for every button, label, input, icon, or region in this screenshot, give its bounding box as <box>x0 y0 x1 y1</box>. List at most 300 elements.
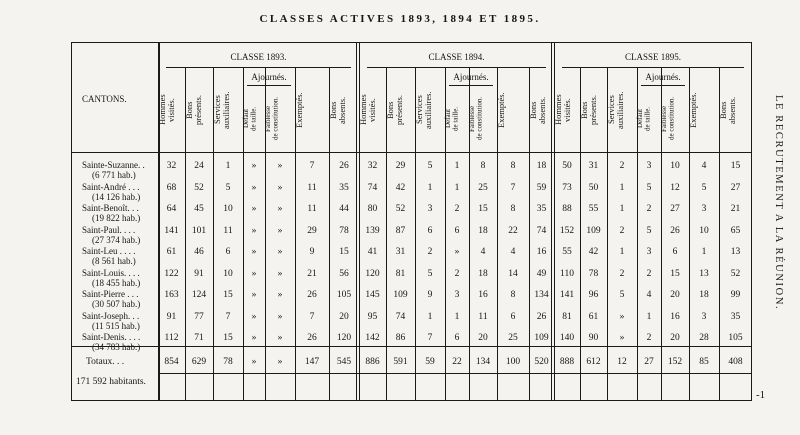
table-cell: 11 <box>478 311 488 322</box>
table-cell: 7 <box>510 182 516 193</box>
table-cell: 25 <box>478 182 488 193</box>
side-running-title: LE RECRUTEMENT A LA RÉUNION. <box>773 95 784 311</box>
table-cell: 59 <box>536 182 547 193</box>
column-header-line: de taille. <box>249 106 258 131</box>
table-cell: 16 <box>670 311 680 322</box>
table-cell: 105 <box>728 333 743 343</box>
table-cell: 78 <box>339 225 349 236</box>
table-cell: 7 <box>309 311 315 322</box>
table-cell: 5 <box>427 268 433 279</box>
column-header-line: visités. <box>562 98 572 122</box>
table-cell: 888 <box>559 357 575 367</box>
table-cell: » <box>251 247 257 257</box>
table-cell: 85 <box>699 357 709 367</box>
table-cell: 152 <box>667 357 683 367</box>
column-header-line: présents. <box>193 95 203 125</box>
table-cell: » <box>277 161 283 171</box>
table-cell: 612 <box>586 357 601 367</box>
table-cell: 26 <box>307 333 317 343</box>
table-cell: 1 <box>427 311 433 322</box>
column-header-line: Faiblesse <box>660 105 668 132</box>
table-cell: 4 <box>701 161 707 171</box>
table-cell: 15 <box>478 204 488 214</box>
table-cell: 7 <box>309 161 315 171</box>
column-header-line: Bons <box>718 101 728 119</box>
canton-population: (18 455 hab.) <box>92 277 141 288</box>
table-cell: 629 <box>191 357 207 367</box>
class-group-label: CLASSE 1894. <box>428 52 485 62</box>
table-cell: 28 <box>699 333 709 343</box>
column-header-defaut <box>637 89 661 148</box>
table-cell: 12 <box>670 182 680 193</box>
table-cell: 81 <box>395 268 406 279</box>
table-cell: 120 <box>365 268 380 279</box>
column-header-bons <box>185 72 213 148</box>
table-cell: 29 <box>307 225 317 236</box>
table-cell: 408 <box>728 357 743 367</box>
table-cell: 80 <box>367 204 378 214</box>
table-cell: 140 <box>559 333 575 343</box>
canton-name: Sainte-Suzanne. . <box>82 160 145 170</box>
table-cell: 4 <box>510 247 516 257</box>
ajournes-brace <box>247 85 291 86</box>
table-cell: 122 <box>164 268 179 279</box>
canton-name: Saint-Paul. . . . <box>82 224 136 235</box>
table-cell: 11 <box>307 204 317 214</box>
table-cell: » <box>251 182 257 193</box>
table-cell: 13 <box>699 268 709 279</box>
column-header-line: absents. <box>537 96 547 124</box>
column-header-defaut <box>445 89 469 148</box>
column-header-faiblesse <box>265 89 295 148</box>
table-cell: » <box>251 225 257 236</box>
table-cell: 90 <box>588 333 599 343</box>
column-header-line: Hommes <box>358 94 368 126</box>
table-cell: 10 <box>699 225 709 236</box>
table-cell: 5 <box>701 182 707 193</box>
table-cell: 145 <box>365 290 380 300</box>
table-cell: » <box>619 311 625 322</box>
table-cell: 120 <box>336 333 352 343</box>
column-header-line: Hommes <box>553 94 563 126</box>
table-cell: 52 <box>730 268 741 279</box>
table-cell: 134 <box>475 357 491 367</box>
table-cell: 49 <box>536 268 547 279</box>
column-header-line: Bons <box>579 101 589 119</box>
class-group-brace <box>166 67 351 68</box>
table-cell: 91 <box>166 311 177 322</box>
canton-population: (6 771 hab.) <box>92 170 136 180</box>
table-cell: 78 <box>223 357 233 367</box>
column-header-line: Faiblesse <box>264 105 272 132</box>
table-cell: » <box>277 225 283 236</box>
table-cell: 41 <box>367 247 378 257</box>
table-cell: 13 <box>730 247 741 257</box>
column-header-faiblesse <box>469 89 497 148</box>
column-header-bons <box>580 72 607 148</box>
table-cell: » <box>454 247 460 257</box>
table-cell: 5 <box>427 161 433 171</box>
table-cell: 55 <box>562 247 572 257</box>
table-cell: 10 <box>670 161 680 171</box>
table-cell: 26 <box>307 290 317 300</box>
table-cell: 65 <box>730 225 741 236</box>
table-cell: 1 <box>619 204 625 214</box>
table-cell: 27 <box>730 182 741 193</box>
class-group-label: CLASSE 1893. <box>230 52 287 62</box>
column-header-line: de taille. <box>643 106 652 131</box>
table-cell: 61 <box>166 247 177 257</box>
table-cell: 68 <box>166 182 177 193</box>
table-cell: 5 <box>646 225 652 236</box>
table-cell: 21 <box>730 204 741 214</box>
table-cell: 52 <box>194 182 204 193</box>
class-group-label: CLASSE 1895. <box>624 52 681 62</box>
table-cell: 18 <box>536 161 547 171</box>
table-cell: 32 <box>367 161 378 171</box>
column-header-exemptes <box>689 72 719 148</box>
table-cell: 31 <box>395 247 406 257</box>
column-header-line: Bons <box>184 101 194 119</box>
table-cell: 11 <box>307 182 317 193</box>
canton-population: (34 783 hab.) <box>92 342 141 352</box>
table-cell: 96 <box>588 290 599 300</box>
table-cell: 5 <box>225 182 231 193</box>
table-cell: 1 <box>454 182 460 193</box>
table-cell: 1 <box>454 161 460 171</box>
table-cell: 1 <box>646 311 652 322</box>
table-cell: 20 <box>670 290 680 300</box>
table-cell: 1 <box>427 182 433 193</box>
column-header-line: présents. <box>394 95 404 125</box>
table-cell: » <box>277 290 283 300</box>
column-header-line: absents. <box>337 96 347 124</box>
canton-population: (8 561 hab.) <box>92 256 136 266</box>
table-cell: 35 <box>536 204 547 214</box>
table-cell: 591 <box>393 357 408 367</box>
table-cell: 2 <box>619 268 625 279</box>
table-cell: 141 <box>164 225 179 236</box>
column-header-services <box>415 72 445 148</box>
table-cell: 20 <box>478 333 488 343</box>
cantons-header: CANTONS. <box>82 94 127 104</box>
table-cell: 55 <box>588 204 599 214</box>
totals-rule-bottom <box>158 373 752 374</box>
ajournes-brace <box>641 85 685 86</box>
table-cell: 124 <box>191 290 207 300</box>
column-header-line: Services <box>414 95 424 125</box>
table-cell: 18 <box>478 268 488 279</box>
table-cell: 95 <box>367 311 378 322</box>
column-header-line: de constitution. <box>475 96 484 141</box>
table-cell: 15 <box>339 247 349 257</box>
column-header-line: Bons <box>328 101 338 119</box>
table-cell: 6 <box>672 247 678 257</box>
canton-name: Saint-Louis. . . . <box>82 267 140 278</box>
canton-population: (14 126 hab.) <box>92 191 141 202</box>
column-header-line: Exemptés. <box>294 92 304 128</box>
table-cell: 99 <box>730 290 741 300</box>
table-cell: 2 <box>619 161 625 171</box>
table-cell: 64 <box>166 204 177 214</box>
table-cell: 35 <box>730 311 741 322</box>
canton-name: Saint-André . . . <box>82 181 140 192</box>
table-cell: » <box>277 333 283 343</box>
table-cell: 2 <box>454 268 460 279</box>
table-cell: 27 <box>644 357 654 367</box>
table-cell: 3 <box>454 290 460 300</box>
table-cell: 8 <box>480 161 486 171</box>
column-header-hommes <box>554 72 580 148</box>
column-header-line: auxiliaires. <box>423 91 433 129</box>
column-header-line: Défaut <box>636 108 644 129</box>
table-cell: » <box>251 357 257 367</box>
table-cell: 112 <box>164 333 179 343</box>
population-total: 171 592 habitants. <box>76 377 146 387</box>
table-cell: 71 <box>194 333 204 343</box>
column-header-faiblesse <box>661 89 689 148</box>
column-header-hommes <box>158 72 185 148</box>
ajournes-brace <box>449 85 493 86</box>
table-cell: 31 <box>588 161 599 171</box>
table-cell: 52 <box>395 204 406 214</box>
column-header-line: Faiblesse <box>468 105 476 132</box>
column-header-line: auxiliaires. <box>615 91 625 129</box>
table-cell: 2 <box>619 225 625 236</box>
table-cell: 147 <box>304 357 320 367</box>
table-cell: 20 <box>670 333 680 343</box>
table-cell: 74 <box>536 225 547 236</box>
table-cell: » <box>277 204 283 214</box>
table-cell: 18 <box>478 225 488 236</box>
table-cell: 1 <box>225 161 231 171</box>
table-cell: 26 <box>339 161 349 171</box>
column-header-line: présents. <box>588 95 598 125</box>
table-cell: 46 <box>194 247 204 257</box>
table-cell: 12 <box>617 357 627 367</box>
table-cell: 20 <box>339 311 349 322</box>
table-cell: 10 <box>223 268 233 279</box>
table-cell: 14 <box>508 268 518 279</box>
table-cell: 3 <box>646 247 652 257</box>
table-cell: 7 <box>225 311 231 322</box>
table-cell: 88 <box>562 204 572 214</box>
canton-name: Saint-Pierre . . . <box>82 289 139 299</box>
totals-label: Totaux. . . <box>86 357 125 367</box>
table-cell: 87 <box>395 225 406 236</box>
table-cell: 15 <box>223 290 233 300</box>
table-cell: » <box>251 311 257 322</box>
table-cell: » <box>277 311 283 322</box>
table-cell: 4 <box>480 247 486 257</box>
table-cell: 35 <box>339 182 349 193</box>
column-header-line: Exemptés. <box>496 92 506 128</box>
table-cell: » <box>251 268 257 279</box>
table-cell: 520 <box>534 357 549 367</box>
column-header-line: Exemptés. <box>688 92 698 128</box>
table-cell: 6 <box>454 225 460 236</box>
class-group-brace <box>367 67 546 68</box>
table-cell: 1 <box>619 247 625 257</box>
totals-rule <box>71 346 752 347</box>
table-cell: 56 <box>339 268 349 279</box>
table-cell: 2 <box>646 204 652 214</box>
column-header-exemptes <box>295 72 329 148</box>
table-cell: 91 <box>194 268 204 279</box>
table-cell: 5 <box>646 182 652 193</box>
table-cell: 8 <box>510 161 516 171</box>
class-group-brace <box>562 67 744 68</box>
table-cell: 10 <box>223 204 233 214</box>
table-cell: » <box>277 182 283 193</box>
table-cell: 110 <box>560 268 574 279</box>
table-cell: 1 <box>454 311 460 322</box>
table-cell: » <box>251 290 257 300</box>
table-cell: 15 <box>223 333 233 343</box>
column-header-hommes <box>359 72 386 148</box>
table-cell: 2 <box>646 333 652 343</box>
table-cell: 21 <box>307 268 317 279</box>
column-header-line: Bons <box>528 101 538 119</box>
table-cell: 50 <box>562 161 572 171</box>
table-cell: 152 <box>559 225 575 236</box>
table-cell: 78 <box>588 268 599 279</box>
table-cell: 109 <box>393 290 408 300</box>
table-cell: 3 <box>701 311 707 322</box>
column-header-services <box>213 72 243 148</box>
table-cell: 3 <box>646 161 652 171</box>
canton-name: Saint-Leu . . . . <box>82 246 136 256</box>
table-cell: 101 <box>191 225 207 236</box>
table-cell: 6 <box>427 225 433 236</box>
table-cell: 134 <box>534 290 549 300</box>
table-cell: 9 <box>309 247 315 257</box>
table-cell: » <box>619 333 625 343</box>
column-header-defaut <box>243 89 265 148</box>
table-cell: » <box>277 247 283 257</box>
table-cell: 886 <box>365 357 380 367</box>
table-cell: 73 <box>562 182 572 193</box>
table-cell: 1 <box>619 182 625 193</box>
table-cell: 11 <box>223 225 233 236</box>
column-header-line: de constitution. <box>271 96 280 141</box>
table-cell: 26 <box>536 311 547 322</box>
column-header-line: Hommes <box>157 94 167 126</box>
ajournes-label: Ajournés. <box>645 72 681 82</box>
table-cell: 4 <box>646 290 652 300</box>
column-header-line: Défaut <box>242 108 250 129</box>
table-cell: 3 <box>701 204 707 214</box>
table-cell: 42 <box>588 247 599 257</box>
column-header-line: de constitution. <box>667 96 676 141</box>
table-cell: 15 <box>730 161 741 171</box>
table-cell: 163 <box>164 290 179 300</box>
table-cell: 6 <box>510 311 516 322</box>
table-cell: 50 <box>588 182 599 193</box>
ajournes-label: Ajournés. <box>453 72 489 82</box>
column-header-line: visités. <box>367 98 377 122</box>
table-cell: 105 <box>336 290 352 300</box>
table-cell: 5 <box>619 290 625 300</box>
table-cell: » <box>251 333 257 343</box>
column-header-line: Services <box>606 95 616 125</box>
table-cell: 16 <box>536 247 547 257</box>
table-cell: 2 <box>454 204 460 214</box>
table-cell: 74 <box>367 182 378 193</box>
table-cell: 6 <box>225 247 231 257</box>
column-header-line: auxiliaires. <box>221 91 231 129</box>
table-cell: 3 <box>427 204 433 214</box>
column-header-line: Services <box>212 95 222 125</box>
table-cell: » <box>251 161 257 171</box>
table-cell: 142 <box>365 333 380 343</box>
column-header-line: Défaut <box>444 108 452 129</box>
column-header-exemptes <box>497 72 529 148</box>
table-cell: 545 <box>336 357 352 367</box>
column-header-absents <box>719 72 752 148</box>
table-cell: » <box>251 204 257 214</box>
table-cell: » <box>277 268 283 279</box>
page-mark: -1 <box>756 389 766 401</box>
table-cell: 81 <box>562 311 572 322</box>
table-cell: 2 <box>646 268 652 279</box>
table-cell: 77 <box>194 311 204 322</box>
table-cell: 18 <box>699 290 709 300</box>
ajournes-label: Ajournés. <box>251 72 287 82</box>
canton-name: Saint-Benoît. . . <box>82 203 139 213</box>
table-cell: 86 <box>395 333 406 343</box>
column-header-line: Bons <box>385 101 395 119</box>
table-cell: 7 <box>427 333 433 343</box>
table-cell: 854 <box>164 357 179 367</box>
table-cell: 24 <box>194 161 204 171</box>
table-cell: 9 <box>427 290 433 300</box>
table-cell: 2 <box>427 247 433 257</box>
page-running-title: CLASSES ACTIVES 1893, 1894 ET 1895. <box>259 13 541 25</box>
table-cell: » <box>277 357 283 367</box>
column-header-absents <box>329 72 359 148</box>
table-cell: 16 <box>478 290 488 300</box>
table-cell: 109 <box>534 333 549 343</box>
table-cell: 45 <box>194 204 204 214</box>
table-cell: 27 <box>670 204 680 214</box>
table-cell: 139 <box>365 225 380 236</box>
table-cell: 26 <box>670 225 680 236</box>
table-cell: 6 <box>454 333 460 343</box>
table-cell: 29 <box>395 161 406 171</box>
canton-population: (27 374 hab.) <box>92 234 141 245</box>
canton-population: (11 515 hab.) <box>92 320 140 331</box>
table-cell: 22 <box>508 225 518 236</box>
table-cell: 109 <box>586 225 601 236</box>
column-header-bons <box>386 72 415 148</box>
column-header-line: visités. <box>166 98 176 122</box>
table-cell: 8 <box>510 290 516 300</box>
canton-population: (19 822 hab.) <box>92 213 141 223</box>
column-header-line: absents. <box>727 96 737 124</box>
table-cell: 22 <box>452 357 462 367</box>
canton-name: Saint-Denis. . . . <box>82 332 141 342</box>
table-cell: 32 <box>166 161 177 171</box>
canton-population: (30 507 hab.) <box>92 299 141 309</box>
table-cell: 61 <box>588 311 599 322</box>
table-cell: 59 <box>425 357 435 367</box>
canton-name: Saint-Joseph. . . <box>82 310 140 321</box>
table-cell: 25 <box>508 333 518 343</box>
table-cell: 1 <box>701 247 707 257</box>
column-header-line: de taille. <box>451 106 460 131</box>
table-cell: 74 <box>395 311 406 322</box>
